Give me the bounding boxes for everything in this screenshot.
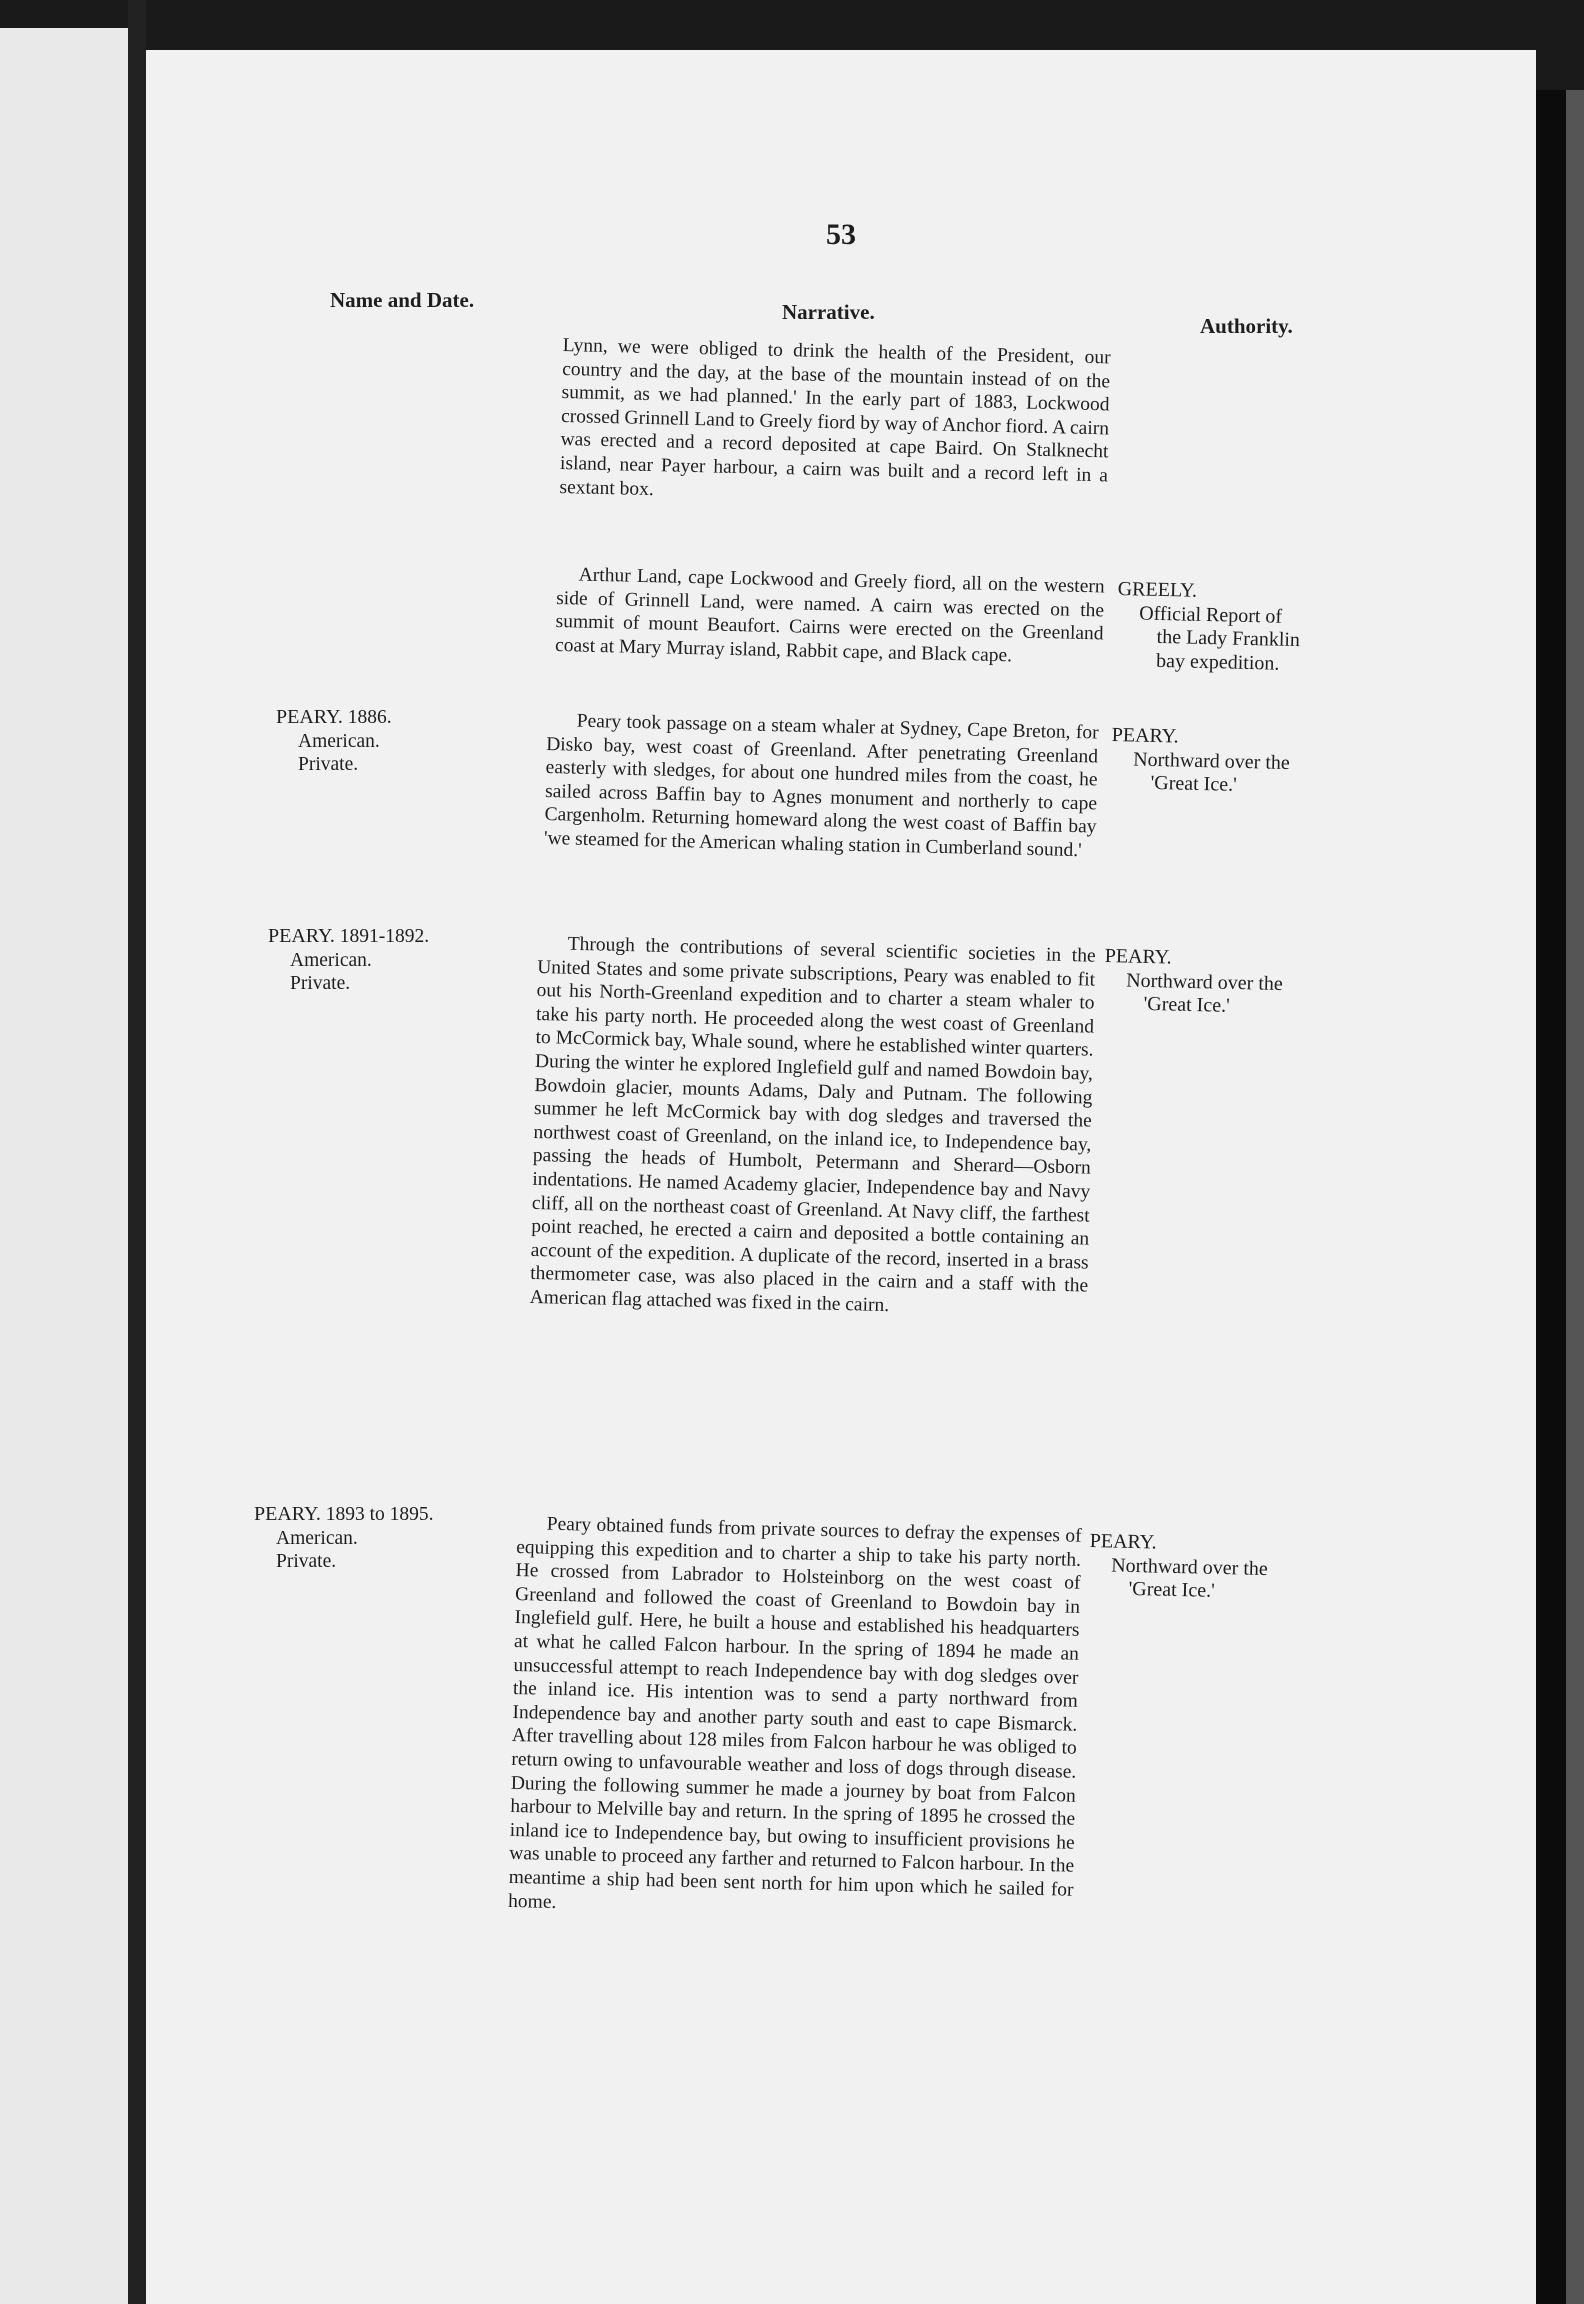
- book-gutter: [128, 0, 146, 2304]
- authority-name: PEARY.: [1111, 724, 1179, 748]
- expedition-date: 1893 to 1895.: [325, 1504, 434, 1525]
- authority-name: PEARY.: [1089, 1530, 1157, 1554]
- expedition-nationality: American.: [290, 949, 372, 971]
- expedition-title: PEARY.: [254, 1503, 321, 1525]
- authority-source-line: the Lady Franklin: [1156, 626, 1301, 652]
- narrative-paragraph-peary-1893: Peary obtained funds from private sources to defray the expenses of equipping this expedition and to charter a ship to take his party north. He crossed from Labrador to Holsteinborg on the west coast of Greenland and followed the coast of Greenland to Bowdoin bay in Inglefield gulf. Here, he built a house and established his headquarters at what he called Falcon harbour. In the spring of 1894 he made an unsuccessful attempt to reach Independence bay with dog sledges over the inland ice. His intention was to send a party northward from Independence bay and another party south and east to cape Bismarck. After travelling about 128 miles from Falcon harbour he was obliged to return owing to unfavourable weather and loss of dogs through disease. During the following summer he made a journey by boat from Falcon harbour to Melville bay and return. In the spring of 1895 he crossed the inland ice to Independence bay, but owing to insufficient provisions he was unable to proceed any farther and returned to Falcon harbour. In the meantime a ship had been sent north for him upon which he sailed for home.: [507, 1513, 1082, 1913]
- authority-source-line: 'Great Ice.': [1128, 1578, 1215, 1603]
- authority-name: GREELY.: [1117, 578, 1198, 602]
- authority-source-line: Northward over the: [1110, 1554, 1269, 1580]
- narrative-paragraph-arthur-land: Arthur Land, cape Lockwood and Greely fiord, all on the western side of Grinnell Land, were named. A cairn was erected on the summit of mount Beaufort. Cairns were erected on the Greenland coast at Mary Murray island, Rabbit cape, and Black cape.: [554, 564, 1105, 667]
- authority-source-line: 'Great Ice.': [1150, 772, 1237, 797]
- expedition-nationality: American.: [298, 730, 380, 752]
- expedition-name-entry: [268, 925, 429, 996]
- authority-source-line: bay expedition.: [1155, 649, 1280, 675]
- expedition-type: Private.: [298, 754, 359, 776]
- scanner-margin: [1566, 90, 1584, 2304]
- column-header-name: Name and Date.: [330, 288, 475, 312]
- authority-source-line: 'Great Ice.': [1143, 993, 1230, 1018]
- column-header-authority: Authority.: [1200, 314, 1293, 338]
- authority-entry: [1088, 1530, 1268, 1605]
- authority-entry: [1103, 945, 1283, 1020]
- expedition-name-entry: [254, 1503, 434, 1574]
- authority-entry: [1110, 724, 1290, 799]
- expedition-date: 1886.: [347, 707, 392, 728]
- expedition-type: Private.: [290, 973, 351, 995]
- page-number: 53: [826, 218, 856, 251]
- expedition-title: PEARY.: [276, 706, 343, 728]
- authority-source-line: Northward over the: [1132, 748, 1291, 774]
- facing-page-edge: [0, 28, 128, 2304]
- authority-name: PEARY.: [1104, 945, 1172, 969]
- expedition-type: Private.: [276, 1551, 337, 1573]
- expedition-title: PEARY.: [268, 925, 335, 947]
- expedition-nationality: American.: [276, 1527, 358, 1549]
- expedition-name-entry: [276, 706, 392, 777]
- narrative-paragraph-peary-1886: Peary took passage on a steam whaler at Sydney, Cape Breton, for Disko bay, west coast of Greenland. After penetrating Greenland easterly with sledges, for about one hundred miles from the coast, he sailed across Baffin bay to Agnes monument and northerly to cape Cargenholm. Returning homeward along the west coast of Baffin bay 'we steamed for the American whaling station in Cumberland sound.': [543, 710, 1099, 862]
- page-edge-shadow: [1536, 90, 1566, 2304]
- narrative-paragraph-lockwood: Lynn, we were obliged to drink the health of the President, our country and the day, at the base of the mountain instead of on the summit, as we had planned.' In the early part of 1883, Lockwood crossed Grinnell Land to Greely fiord by way of Anchor fiord. A cairn was erected and a record deposited at cape Baird. On Stalknecht island, near Payer harbour, a cairn was built and a record left in a sextant box.: [559, 334, 1111, 500]
- authority-entry: [1116, 578, 1301, 677]
- narrative-paragraph-peary-1891: Through the contributions of several scientific societies in the United States and some private subscriptions, Peary was enabled to fit out his North-Greenland expedition and to charter a steam whaler to take his party north. He proceeded along the west coast of Greenland to McCormick bay, Whale sound, where he established winter quarters. During the winter he explored Inglefield gulf and named Bowdoin bay, Bowdoin glacier, mounts Adams, Daly and Putnam. The following summer he left McCormick bay with dog sledges and traversed the northwest coast of Greenland, on the inland ice, to Independence bay, passing the heads of Humbolt, Petermann and Sherard—Osborn indentations. He named Academy glacier, Independence bay and Navy cliff, all on the northeast coast of Greenland. At Navy cliff, the farthest point reached, he erected a cairn and deposited a bottle containing an account of the expedition. A duplicate of the record, inserted in a brass thermometer case, was also placed in the cairn and a staff with the American flag attached was fixed in the cairn.: [529, 933, 1096, 1316]
- authority-source-line: Official Report of: [1138, 602, 1283, 628]
- authority-source-line: Northward over the: [1125, 969, 1284, 995]
- column-header-narrative: Narrative.: [782, 300, 875, 324]
- expedition-date: 1891-1892.: [339, 926, 430, 947]
